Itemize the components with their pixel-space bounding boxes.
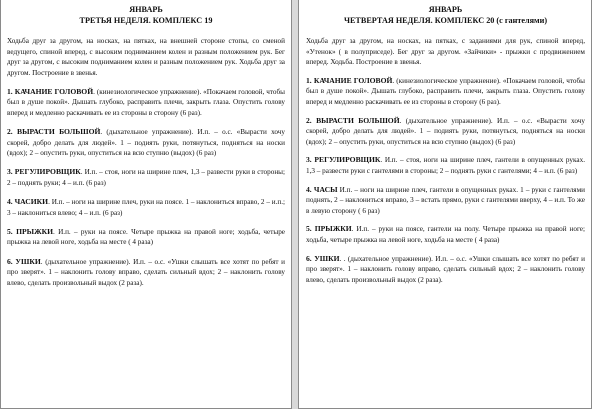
exercise-text: . . (дыхательное упражнение). И.п. – о.с. «Ушки слышать все хотят по ребят и про зверят». 1 – наклонить голову вправо, сделать сильный вдох; 2 – наклонить голову влево, сделать произвольный выдох (2 раза). (306, 254, 585, 284)
exercise-text: И.п. – ноги на ширине плеч, гантели в опущенных руках. 1 – руки с гантелями поднять, 2 – наклониться вправо, 3 – встать прямо, руки с гантелями вверху, 4 – и.п. То же в левую сторону ( 6 раз) (306, 185, 585, 215)
exercise-item (306, 185, 585, 217)
exercise-item (306, 116, 585, 148)
exercise-item (7, 227, 285, 248)
exercise-text: . И.п. – стоя, ноги на ширине плеч, 1,3 – развести руки в стороны; 2 – поднять руки; 4 – и.п. (6 раз) (7, 168, 285, 188)
exercise-title: 4. ЧАСИКИ (7, 197, 49, 207)
exercise-item (7, 87, 285, 119)
exercise-title: 5. ПРЫЖКИ (7, 226, 54, 236)
week-heading: ТРЕТЬЯ НЕДЕЛЯ. КОМПЛЕКС 19 (79, 15, 213, 25)
week-heading: ЧЕТВЕРТАЯ НЕДЕЛЯ. КОМПЛЕКС 20 (с гантелями) (343, 15, 548, 25)
exercise-item (306, 254, 585, 286)
exercise-text: . И.п. – руки на поясе, гантели на полу. Четыре прыжка на правой ноге; ходьба, четыре прыжка на левой ноге, ходьба на месте ( 4 раза) (306, 225, 585, 244)
month-title: ЯНВАРЬ (129, 5, 163, 14)
exercise-text: . И.п. – ноги на ширине плеч, руки на поясе. 1 – наклониться вправо, 2 – и.п.; 3 – наклониться влево; 4 – и.п. (6 раз) (7, 198, 285, 217)
exercise-item (7, 127, 285, 159)
intro-paragraph: Ходьба друг за другом, на носках, на пятках, на внешней стороне стопы, со сменой ведущего, спиной вперед, с высоким подниманием колен и разным положением рук. Бег друг за другом, с высоким подниманием колен и разным положением рук. Ходьба друг за другом. Построение в звенья. (7, 37, 285, 77)
exercise-text: . (кинезиологическое упражнение). «Покачаем головой, чтобы был в душе покой». Дышать глубоко, расправить плечи, закрыть глаза. Опустить голову вперед и медленно раскачивать ее из стороны в сторону (6 раз). (306, 76, 585, 106)
exercise-item (306, 76, 585, 108)
exercise-title: 3. РЕГУЛИРОВЩИК (306, 155, 381, 165)
exercise-title: 2. ВЫРАСТИ БОЛЬШОЙ (7, 127, 101, 137)
exercise-text: . (дыхательное упражнение). И.п. – о.с. «Ушки слышать все хотят по ребят и про зверят». 1 – наклонить голову вправо, сделать сильный вдох; 2 – наклонить голову влево, сделать произвольный выдох (2 раза). (7, 257, 286, 287)
exercise-text: . (кинезиологическое упражнение). «Покачаем головой, чтобы был в душе покой». Дышать глубоко, расправить плечи, закрыть глаза. Опустить голову вперед и медленно раскачивать ее из стороны в сторону (6 раз). (7, 87, 285, 118)
exercise-title: 5. ПРЫЖКИ (306, 224, 352, 234)
exercise-title: 6. УШКИ (7, 256, 41, 266)
exercise-item (306, 155, 585, 176)
exercise-title: 1. КАЧАНИЕ ГОЛОВОЙ (7, 86, 94, 96)
exercise-title: 6. УШКИ (306, 253, 340, 263)
exercise-item (7, 197, 285, 218)
exercise-title: 1. КАЧАНИЕ ГОЛОВОЙ (306, 75, 393, 85)
intro-paragraph: Ходьба друг за другом, на носках, на пятках, с заданиями для рук, спиной вперед, «Утенок» ( в полуприседе). Бег друг за другом. «Зайчики» - прыжки с продвижением вперед. Ходьба. Построение в звенья. (306, 37, 585, 67)
exercise-item (7, 257, 285, 289)
exercise-title: 4. ЧАСЫ (306, 184, 338, 194)
exercise-text: . И.п. – руки на поясе. Четыре прыжка на правой ноге; ходьба, четыре прыжка на левой ноге, ходьба на месте ( 4 раза) (7, 227, 285, 247)
exercise-title: 2. ВЫРАСТИ БОЛЬШОЙ (306, 115, 400, 125)
month-title: ЯНВАРЬ (428, 5, 463, 14)
left-page (0, 0, 292, 409)
exercise-text: . (дыхательное упражнение). И.п. – о.с. «Вырасти хочу скорей, добро делать для людей». 1 – подиять руки, потянуться, подняться на носки (вдох); 2 – опустить руки, опуститься на всю ступню (выдох) (6 раз) (7, 128, 285, 158)
exercise-text: . (дыхательное упражнение). И.п. – о.с. «Вырасти хочу скорей, добро делать для людей». 1 – подиять руки, потянуться, подняться на носки (вдох); 2 – опустить руки, опуститься на всю ступню (выдох) (6 раз) (306, 116, 585, 146)
exercise-title: 3. РЕГУЛИРОВЩИК (7, 167, 81, 177)
exercise-text: . И.п. – стоя, ноги на ширине плеч, гантели в опущенных руках. 1,3 – развести руки с гантелями в стороны; 2 – поднять руки с гантелями; 4 – и.п. (6 раз) (306, 156, 585, 175)
right-page (298, 0, 592, 409)
exercise-item (306, 224, 585, 245)
exercise-item (7, 167, 285, 188)
